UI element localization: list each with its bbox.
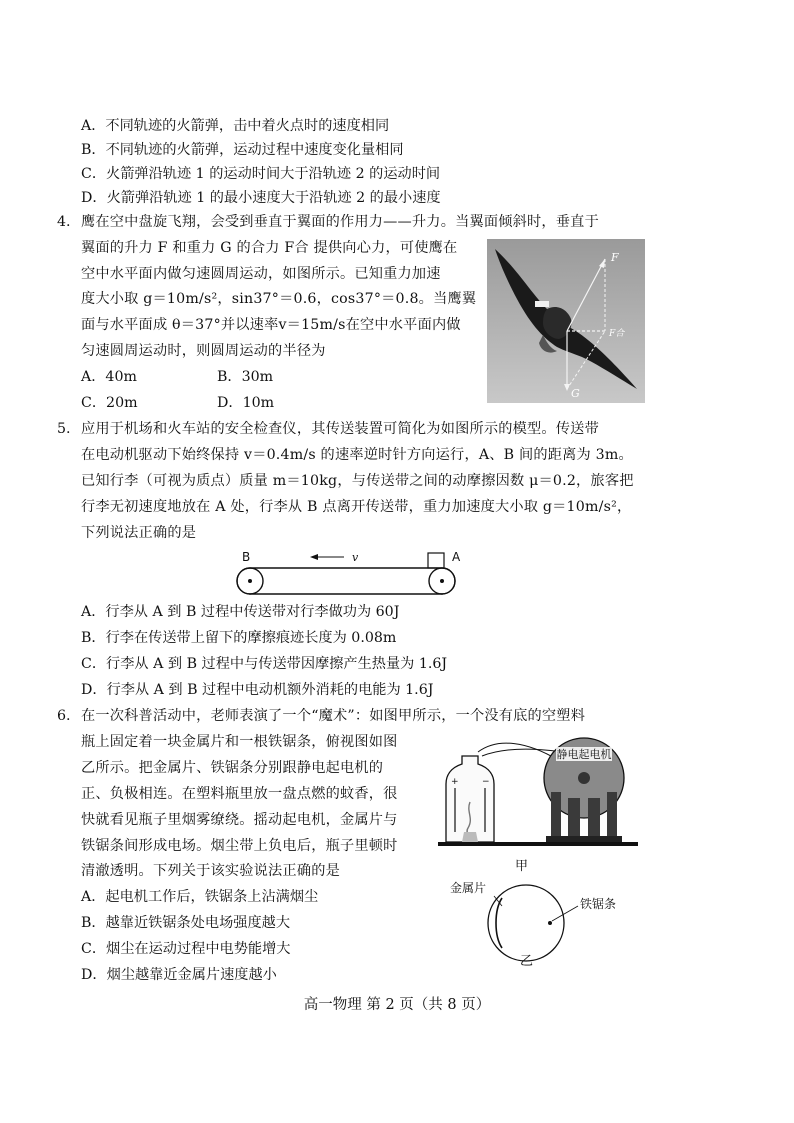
q4-number: 4. [57, 214, 71, 230]
label-F-he: F合 [609, 329, 625, 339]
q3-option-d: D．火箭弹沿轨迹 1 的最小速度大于沿轨迹 2 的最小速度 [81, 190, 441, 206]
q4-option-b: B．30m [217, 369, 274, 385]
label-F: F [611, 251, 619, 264]
q6-line: 清澈透明。下列关于该实验说法正确的是 [81, 863, 340, 879]
q5-option-a: A．行李从 A 到 B 过程中传送带对行李做功为 60J [81, 604, 400, 620]
machine-label: 静电起电机 [556, 748, 612, 761]
belt [237, 568, 455, 594]
label-metal-sheet: 金属片 [450, 881, 487, 895]
luggage-box [428, 553, 444, 568]
eagle-figure [487, 239, 645, 403]
q5-option-c: C．行李从 A 到 B 过程中与传送带因摩擦产生热量为 1.6J [81, 656, 448, 672]
q6-number: 6. [57, 708, 71, 724]
label-A: A [452, 550, 461, 564]
q3-option-b: B．不同轨迹的火箭弹，运动过程中速度变化量相同 [81, 142, 404, 158]
q4-line: 翼面的升力 F 和重力 G 的合力 F合 提供向心力，可使鹰在 [81, 240, 458, 256]
q4-option-d: D．10m [217, 395, 275, 411]
experiment-figure-yi [446, 878, 646, 970]
q5-line: 下列说法正确的是 [81, 525, 197, 541]
q6-line: 乙所示。把金属片、铁锯条分别跟静电起电机的 [81, 760, 384, 776]
q5-line: 行李无初速度地放在 A 处，行李从 B 点离开传送带，重力加速度大小取 g＝10m/s²， [81, 499, 632, 515]
q3-option-c: C．火箭弹沿轨迹 1 的运动时间大于沿轨迹 2 的运动时间 [81, 166, 441, 182]
q6-option-c: C．烟尘在运动过程中电势能增大 [81, 941, 291, 957]
caption-yi: 乙 [520, 954, 534, 969]
label-G: G [571, 387, 580, 400]
q6-option-a: A．起电机工作后，铁锯条上沾满烟尘 [81, 889, 319, 905]
svg-text:−: − [482, 777, 490, 787]
plastic-bottle [446, 756, 494, 842]
q6-line: 快就看见瓶子里烟雾缭绕。摇动起电机，金属片与 [81, 812, 398, 828]
bottle-top-view [488, 885, 564, 961]
q4-line: 鹰在空中盘旋飞翔，会受到垂直于翼面的作用力——升力。当翼面倾斜时，垂直于 [81, 214, 599, 230]
label-B: B [242, 550, 251, 564]
q5-line: 应用于机场和火车站的安全检查仪，其传送装置可简化为如图所示的模型。传送带 [81, 421, 599, 437]
svg-text:+: + [451, 777, 459, 787]
q5-number: 5. [57, 421, 71, 437]
q4-option-a: A．40m [81, 369, 137, 385]
label-v: v [352, 551, 359, 564]
conveyor-figure [232, 548, 472, 598]
q6-line: 正、负极相连。在塑料瓶里放一盘点燃的蚊香，很 [81, 786, 398, 802]
q3-option-a: A．不同轨迹的火箭弹，击中着火点时的速度相同 [81, 118, 390, 134]
q4-option-c: C．20m [81, 395, 138, 411]
experiment-figure-jia [438, 732, 638, 870]
q4-line: 度大小取 g＝10m/s²，sin37°＝0.6，cos37°＝0.8。当鹰翼 [81, 291, 477, 307]
q4-line: 面与水平面成 θ＝37°并以速率v＝15m/s在空中水平面内做 [81, 317, 461, 333]
q5-line: 已知行李（可视为质点）质量 m＝10kg，与传送带之间的动摩擦因数 μ＝0.2，旅客把 [81, 473, 634, 489]
q6-option-d: D．烟尘越靠近金属片速度越小 [81, 967, 277, 983]
label-saw-blade: 铁锯条 [580, 897, 617, 911]
q4-line: 匀速圆周运动时，则圆周运动的半径为 [81, 343, 326, 359]
q6-line: 瓶上固定着一块金属片和一根铁锯条，俯视图如图 [81, 734, 398, 750]
q5-option-b: B．行李在传送带上留下的摩擦痕迹长度为 0.08m [81, 630, 397, 646]
q6-line: 铁锯条间形成电场。烟尘带上负电后，瓶子里顿时 [81, 838, 398, 854]
q6-line: 在一次科普活动中，老师表演了一个“魔术”：如图甲所示，一个没有底的空塑料 [81, 708, 586, 724]
q4-line: 空中水平面内做匀速圆周运动，如图所示。已知重力加速 [81, 266, 441, 282]
q5-line: 在电动机驱动下始终保持 v＝0.4m/s 的速率逆时针方向运行，A、B 间的距离为 3m。 [81, 447, 633, 463]
saw-blade-dot [548, 921, 552, 925]
caption-jia: 甲 [515, 859, 529, 874]
q5-option-d: D．行李从 A 到 B 过程中电动机额外消耗的电能为 1.6J [81, 682, 434, 698]
q6-option-b: B．越靠近铁锯条处电场强度越大 [81, 915, 291, 931]
page-footer: 高一物理 第 2 页（共 8 页） [303, 997, 491, 1013]
